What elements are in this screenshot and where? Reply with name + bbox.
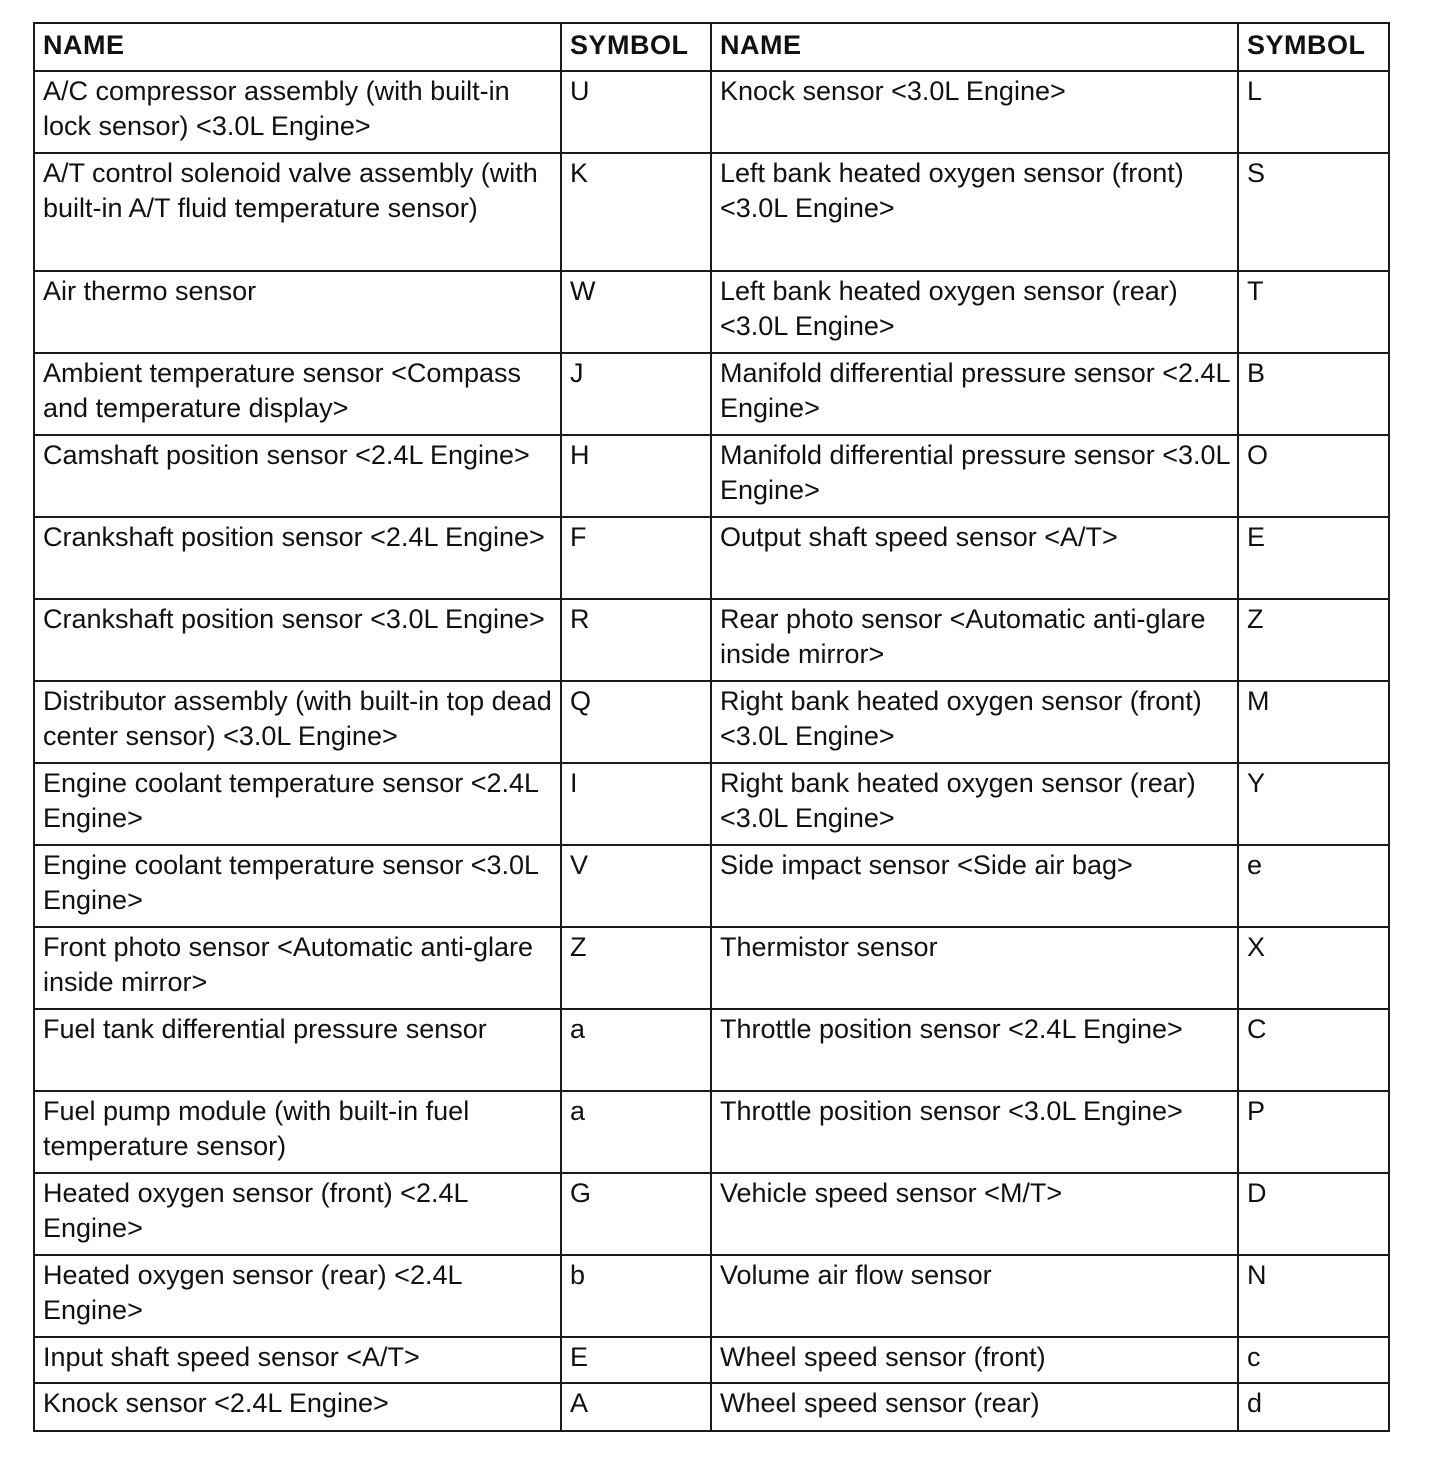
right-name-cell: Right bank heated oxygen sensor (rear) <3.0L Engine> bbox=[711, 763, 1238, 845]
left-symbol-cell: b bbox=[561, 1255, 711, 1337]
left-symbol-cell: R bbox=[561, 599, 711, 681]
left-symbol-cell: A bbox=[561, 1383, 711, 1431]
right-name-cell: Wheel speed sensor (front) bbox=[711, 1337, 1238, 1383]
right-symbol-cell: B bbox=[1238, 353, 1389, 435]
left-symbol-cell: Z bbox=[561, 927, 711, 1009]
right-name-cell: Throttle position sensor <2.4L Engine> bbox=[711, 1009, 1238, 1091]
right-symbol-cell: e bbox=[1238, 845, 1389, 927]
right-symbol-cell: Y bbox=[1238, 763, 1389, 845]
table-row bbox=[34, 599, 1389, 681]
left-symbol-cell: F bbox=[561, 517, 711, 599]
table-row bbox=[34, 271, 1389, 353]
left-symbol-cell: a bbox=[561, 1009, 711, 1091]
left-name-cell: A/C compressor assembly (with built-in lock sensor) <3.0L Engine> bbox=[34, 71, 561, 153]
left-symbol-cell: J bbox=[561, 353, 711, 435]
table-row bbox=[34, 71, 1389, 153]
right-symbol-cell: E bbox=[1238, 517, 1389, 599]
left-symbol-cell: I bbox=[561, 763, 711, 845]
right-name-cell: Knock sensor <3.0L Engine> bbox=[711, 71, 1238, 153]
right-symbol-cell: P bbox=[1238, 1091, 1389, 1173]
left-symbol-cell: Q bbox=[561, 681, 711, 763]
left-symbol-cell: a bbox=[561, 1091, 711, 1173]
table-row bbox=[34, 353, 1389, 435]
left-name-cell: Input shaft speed sensor <A/T> bbox=[34, 1337, 561, 1383]
right-name-cell: Volume air flow sensor bbox=[711, 1255, 1238, 1337]
left-name-cell: Engine coolant temperature sensor <2.4L Engine> bbox=[34, 763, 561, 845]
right-symbol-cell: Z bbox=[1238, 599, 1389, 681]
right-name-cell: Throttle position sensor <3.0L Engine> bbox=[711, 1091, 1238, 1173]
sensor-symbol-table bbox=[33, 22, 1390, 1432]
right-name-cell: Output shaft speed sensor <A/T> bbox=[711, 517, 1238, 599]
right-name-cell: Wheel speed sensor (rear) bbox=[711, 1383, 1238, 1431]
table-row bbox=[34, 1337, 1389, 1383]
table-row bbox=[34, 517, 1389, 599]
left-name-cell: Crankshaft position sensor <2.4L Engine> bbox=[34, 517, 561, 599]
left-name-cell: Crankshaft position sensor <3.0L Engine> bbox=[34, 599, 561, 681]
left-symbol-cell: U bbox=[561, 71, 711, 153]
right-name-cell: Vehicle speed sensor <M/T> bbox=[711, 1173, 1238, 1255]
table-row bbox=[34, 1091, 1389, 1173]
right-symbol-cell: L bbox=[1238, 71, 1389, 153]
header-row bbox=[34, 23, 1389, 71]
symbol-header-left: SYMBOL bbox=[561, 23, 711, 71]
table-row bbox=[34, 845, 1389, 927]
right-symbol-cell: S bbox=[1238, 153, 1389, 271]
table-row bbox=[34, 681, 1389, 763]
left-name-cell: Camshaft position sensor <2.4L Engine> bbox=[34, 435, 561, 517]
left-name-cell: Distributor assembly (with built-in top dead center sensor) <3.0L Engine> bbox=[34, 681, 561, 763]
right-name-cell: Manifold differential pressure sensor <3.0L Engine> bbox=[711, 435, 1238, 517]
right-name-cell: Left bank heated oxygen sensor (rear) <3.0L Engine> bbox=[711, 271, 1238, 353]
table-row bbox=[34, 1255, 1389, 1337]
table-row bbox=[34, 435, 1389, 517]
table-row bbox=[34, 1383, 1389, 1431]
table-row bbox=[34, 1009, 1389, 1091]
left-symbol-cell: H bbox=[561, 435, 711, 517]
left-name-cell: Knock sensor <2.4L Engine> bbox=[34, 1383, 561, 1431]
right-name-cell: Left bank heated oxygen sensor (front) <3.0L Engine> bbox=[711, 153, 1238, 271]
right-symbol-cell: d bbox=[1238, 1383, 1389, 1431]
left-name-cell: Air thermo sensor bbox=[34, 271, 561, 353]
name-header-left: NAME bbox=[34, 23, 561, 71]
symbol-header-right: SYMBOL bbox=[1238, 23, 1389, 71]
table-row bbox=[34, 153, 1389, 271]
left-name-cell: Front photo sensor <Automatic anti-glare inside mirror> bbox=[34, 927, 561, 1009]
right-name-cell: Thermistor sensor bbox=[711, 927, 1238, 1009]
left-symbol-cell: K bbox=[561, 153, 711, 271]
left-symbol-cell: W bbox=[561, 271, 711, 353]
right-name-cell: Right bank heated oxygen sensor (front) <3.0L Engine> bbox=[711, 681, 1238, 763]
left-name-cell: Heated oxygen sensor (front) <2.4L Engine> bbox=[34, 1173, 561, 1255]
right-symbol-cell: M bbox=[1238, 681, 1389, 763]
name-header-right: NAME bbox=[711, 23, 1238, 71]
component-location-index bbox=[33, 22, 1388, 1432]
left-name-cell: Ambient temperature sensor <Compass and temperature display> bbox=[34, 353, 561, 435]
table-row bbox=[34, 763, 1389, 845]
right-symbol-cell: C bbox=[1238, 1009, 1389, 1091]
left-symbol-cell: V bbox=[561, 845, 711, 927]
right-name-cell: Rear photo sensor <Automatic anti-glare inside mirror> bbox=[711, 599, 1238, 681]
left-name-cell: Heated oxygen sensor (rear) <2.4L Engine> bbox=[34, 1255, 561, 1337]
right-symbol-cell: N bbox=[1238, 1255, 1389, 1337]
right-symbol-cell: X bbox=[1238, 927, 1389, 1009]
left-symbol-cell: E bbox=[561, 1337, 711, 1383]
right-symbol-cell: O bbox=[1238, 435, 1389, 517]
left-name-cell: Fuel tank differential pressure sensor bbox=[34, 1009, 561, 1091]
right-symbol-cell: D bbox=[1238, 1173, 1389, 1255]
left-name-cell: A/T control solenoid valve assembly (with built-in A/T fluid temperature sensor) bbox=[34, 153, 561, 271]
right-name-cell: Side impact sensor <Side air bag> bbox=[711, 845, 1238, 927]
right-symbol-cell: c bbox=[1238, 1337, 1389, 1383]
right-name-cell: Manifold differential pressure sensor <2.4L Engine> bbox=[711, 353, 1238, 435]
right-symbol-cell: T bbox=[1238, 271, 1389, 353]
left-name-cell: Fuel pump module (with built-in fuel temperature sensor) bbox=[34, 1091, 561, 1173]
left-symbol-cell: G bbox=[561, 1173, 711, 1255]
left-name-cell: Engine coolant temperature sensor <3.0L Engine> bbox=[34, 845, 561, 927]
table-row bbox=[34, 1173, 1389, 1255]
table-row bbox=[34, 927, 1389, 1009]
